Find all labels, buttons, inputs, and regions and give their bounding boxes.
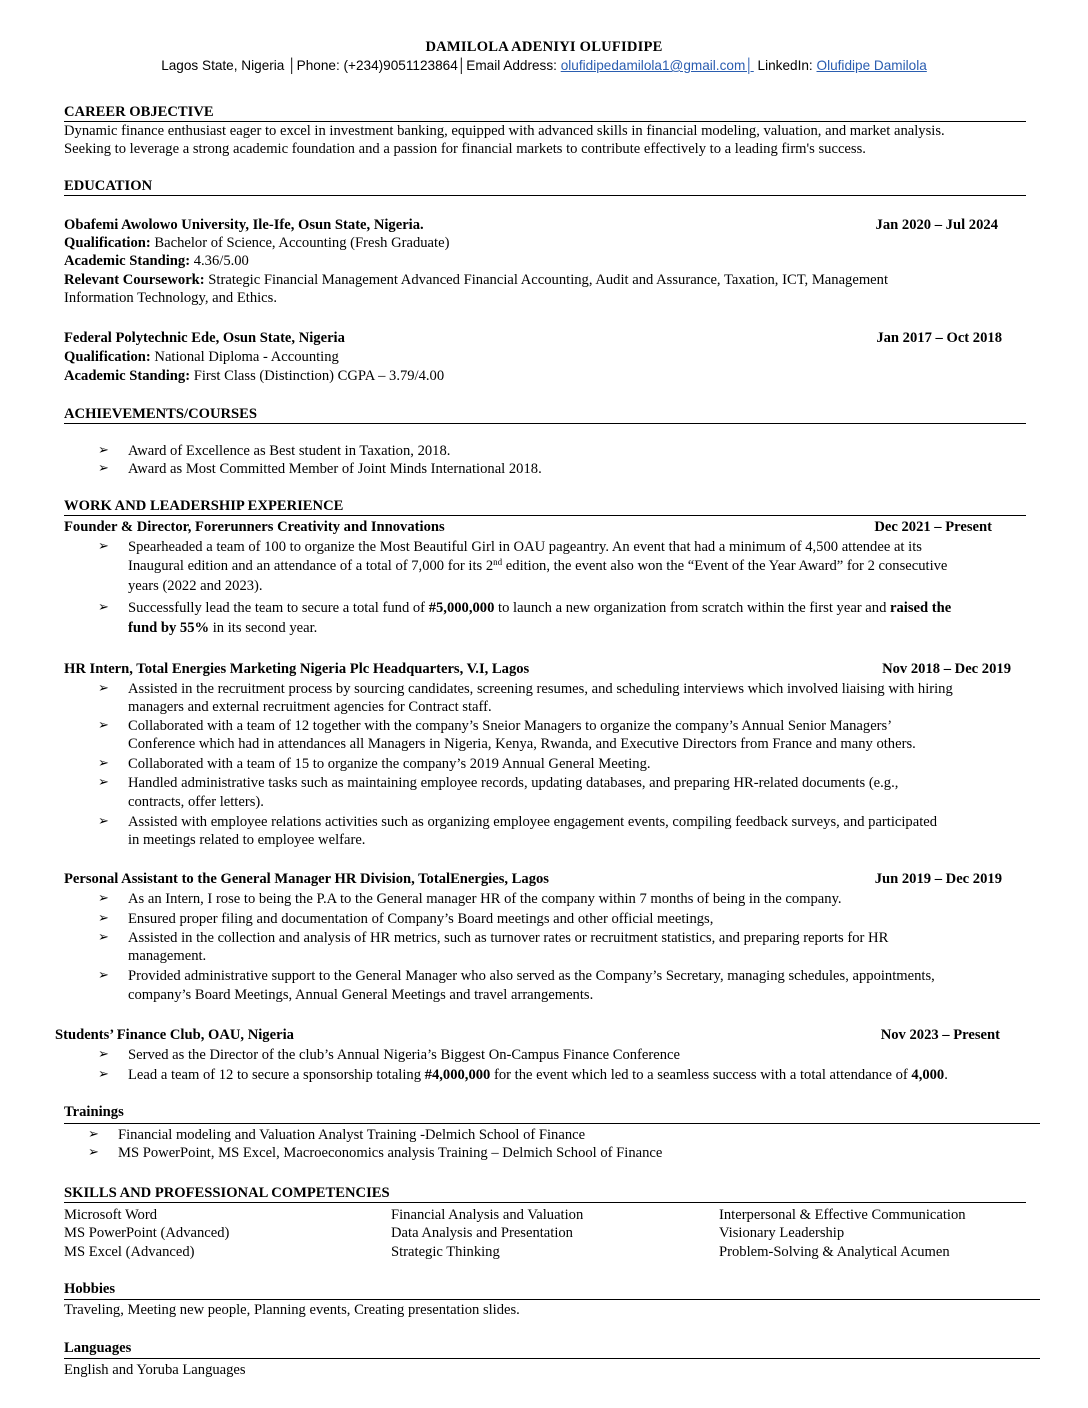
job-founder-date: Dec 2021 – Present	[874, 519, 992, 535]
skill-item: Problem-Solving & Analytical Acumen	[719, 1243, 950, 1260]
bullet-arrow-icon: ➢	[98, 539, 109, 554]
education-poly-date: Jan 2017 – Oct 2018	[876, 330, 1002, 346]
bullet-arrow-icon: ➢	[88, 1127, 99, 1142]
skill-item: Microsoft Word	[64, 1207, 157, 1223]
skills-column-1	[64, 1206, 394, 1261]
skills-column-2	[391, 1206, 721, 1261]
bullet-arrow-icon: ➢	[98, 1067, 109, 1082]
skills-heading: SKILLS AND PROFESSIONAL COMPETENCIES	[64, 1185, 1026, 1203]
achievements-heading: ACHIEVEMENTS/COURSES	[64, 406, 1026, 424]
resume-page: DAMILOLA ADENIYI OLUFIDIPE Lagos State, Nigeria │Phone: (+234)9051123864│Email Address: olufidipedamilola1@gmail.com│ LinkedIn: Olufidipe Damilola CAREER OBJECTIVE Dynamic finance enthusiast eager to excel in investment banking, equipped with advanced skills in financial modeling, valuation, and market analysis. Seeking to leverage a strong academic foundation and a passion for financial markets to contribute effectively to a leading firm's success. EDUCATION Obafemi Awolowo University, Ile-Ife, Osun State, Nigeria. Jan 2020 – Jul 2024 Qualification: Bachelor of Science, Accounting (Fresh Graduate) Academic Standing: 4.36/5.00 Relevant Coursework: Strategic Financial Management Advanced Financial Accounting, Audit and Assurance, Taxation, ICT, Management Information Technology, and Ethics. Federal Polytechnic Ede, Osun State, Nigeria Jan 2017 – Oct 2018 Qualification: National Diploma - Accounting Academic Standing: First Class (Distinction) CGPA – 3.79/4.00 ACHIEVEMENTS/COURSES ➢ Award of Excellence as Best student in Taxation, 2018. ➢ Award as Most Committed Member of Joint Minds International 2018. WORK AND LEADERSHIP EXPERIENCE Founder & Director, Forerunners Creativity and Innovations Dec 2021 – Present ➢ Spearheaded a team of 100 to organize the Most Beautiful Girl in OAU pageantry. An event that had a minimum of 4,500 attendee at its Inaugural edition and an attendance of a total of 7,000 for its 2nd edition, the event also won the “Event of the Year Award” for 2 consecutive years (2022 and 2023). ➢ Successfully lead the team to secure a total fund of #5,000,000 to launch a new organization from scratch within the first year and raised the fund by 55% in its second year. HR Intern, Total Energies Marketing Nigeria Plc Headquarters, V.I, Lagos Nov 2018 – Dec 2019 ➢ Assisted in the recruitment process by sourcing candidates, screening resumes, and scheduling interviews which involved liaising with hiring managers and external recruitment agencies for Contract staff. ➢ Collaborated with a team of 12 together with the company’s Sneior Managers to organize the company’s Annual Senior Managers’ Conference which had in attendances all Managers in Nigeria, Kenya, Rwanda, and Executive Directors from France and many others. ➢ Collaborated with a team of 15 to organize the company’s 2019 Annual General Meeting. ➢ Handled administrative tasks such as maintaining employee records, updating databases, and preparing HR-related documents (e.g., contracts, offer letters). ➢ Assisted with employee relations activities such as organizing employee engagement events, compiling feedback surveys, and participated in meetings related to employee welfare. Personal Assistant to the General Manager HR Division, TotalEnergies, Lagos Jun 2019 – Dec 2019 ➢ As an Intern, I rose to being the P.A to the General manager HR of the company within 7 months of being in the company. ➢ Ensured proper filing and documentation of Company’s Board meetings and other official meetings, ➢ Assisted in the collection and analysis of HR metrics, such as turnover rates or recruitment statistics, and preparing reports for HR management. ➢ Provided administrative support to the General Manager who also served as the Company’s Secretary, managing schedules, appointments, company’s Board Meetings, Annual General Meetings and travel arrangements. Students’ Finance Club, OAU, Nigeria Nov 2023 – Present ➢ Served as the Director of the club’s Annual Nigeria’s Biggest On-Campus Finance Conference ➢ Lead a team of 12 to secure a sponsorship totaling #4,000,000 for the event which led to a seamless success with a total attendance of 4,000. Trainings ➢ Financial modeling and Valuation Analyst Training -Delmich School of Finance ➢ MS PowerPoint, MS Excel, Macroeconomics analysis Training – Delmich School of Finance SKILLS AND PROFESSIONAL COMPETENCIES Microsoft Word MS PowerPoint (Advanced) MS Excel (Advanced) Financial Analysis and Valuation Data Analysis and Presentation Strategic Thinking Interpersonal & Effective Communication Visionary Leadership Problem-Solving & Analytical Acumen Hobbies Traveling, Meeting new people, Planning events, Creating presentation slides. Languages English and Yoruba Languages	[0, 0, 1088, 1408]
trainings-rule	[64, 1123, 1040, 1124]
work-experience-heading: WORK AND LEADERSHIP EXPERIENCE	[64, 498, 1026, 516]
career-objective-heading: CAREER OBJECTIVE	[64, 104, 1026, 122]
hobbies-heading: Hobbies	[64, 1281, 116, 1297]
bullet-arrow-icon: ➢	[98, 814, 109, 829]
bullet-arrow-icon: ➢	[98, 911, 109, 926]
skills-column-3	[719, 1206, 1049, 1261]
education-poly-school: Federal Polytechnic Ede, Osun State, Nigeria	[64, 330, 345, 346]
email-link[interactable]: olufidipedamilola1@gmail.com│	[560, 58, 754, 73]
job-pa-date: Jun 2019 – Dec 2019	[874, 871, 1002, 887]
hobbies-text: Traveling, Meeting new people, Planning events, Creating presentation slides.	[64, 1302, 520, 1318]
bullet-arrow-icon: ➢	[98, 461, 109, 476]
job-founder-title: Founder & Director, Forerunners Creativity and Innovations	[64, 519, 445, 535]
bullet-arrow-icon: ➢	[98, 443, 109, 458]
skill-item: Visionary Leadership	[719, 1225, 845, 1242]
languages-rule	[64, 1358, 1040, 1359]
trainings-heading: Trainings	[64, 1104, 124, 1120]
linkedin-label: LinkedIn:	[753, 58, 817, 73]
career-objective-line-1: Dynamic finance enthusiast eager to excel in investment banking, equipped with advanced skills in financial modeling, valuation, and market analysis.	[64, 123, 945, 139]
education-oau-school: Obafemi Awolowo University, Ile-Ife, Osun State, Nigeria.	[64, 217, 424, 233]
hobbies-rule	[64, 1299, 1040, 1300]
linkedin-link[interactable]: Olufidipe Damilola	[816, 58, 927, 73]
contact-details: Lagos State, Nigeria │Phone: (+234)9051123864│Email Address:	[161, 58, 561, 73]
bullet-arrow-icon: ➢	[98, 718, 109, 733]
job-finance-club-date: Nov 2023 – Present	[880, 1027, 1000, 1043]
education-oau-coursework: Relevant Coursework: Strategic Financial Management Advanced Financial Accounting, Audit and Assurance, Taxation, ICT, Management	[64, 272, 889, 288]
bullet-arrow-icon: ➢	[98, 775, 109, 790]
education-oau-row	[64, 216, 998, 234]
skill-item: MS Excel (Advanced)	[64, 1243, 195, 1260]
languages-text: English and Yoruba Languages	[64, 1362, 246, 1378]
job-hr-intern-date: Nov 2018 – Dec 2019	[882, 661, 1011, 677]
career-objective-line-2: Seeking to leverage a strong academic foundation and a passion for financial markets to contribute effectively to a leading firm's success.	[64, 141, 866, 157]
bullet-arrow-icon: ➢	[98, 968, 109, 983]
skill-item: Financial Analysis and Valuation	[391, 1207, 584, 1223]
bullet-arrow-icon: ➢	[98, 756, 109, 771]
education-oau-date: Jan 2020 – Jul 2024	[875, 217, 998, 233]
education-oau-qualification: Qualification: Bachelor of Science, Accounting (Fresh Graduate)	[64, 235, 450, 251]
skill-item: Data Analysis and Presentation	[391, 1225, 573, 1242]
education-oau-coursework-cont: Information Technology, and Ethics.	[64, 290, 277, 306]
contact-line	[0, 57, 1088, 75]
job-pa-title: Personal Assistant to the General Manager HR Division, TotalEnergies, Lagos	[64, 871, 549, 887]
job-finance-club-title: Students’ Finance Club, OAU, Nigeria	[55, 1027, 294, 1043]
skill-item: Strategic Thinking	[391, 1243, 500, 1260]
education-poly-standing: Academic Standing: First Class (Distinction) CGPA – 3.79/4.00	[64, 368, 445, 384]
bullet-arrow-icon: ➢	[98, 1047, 109, 1062]
bullet-arrow-icon: ➢	[88, 1145, 99, 1160]
candidate-name: DAMILOLA ADENIYI OLUFIDIPE	[425, 39, 663, 55]
bullet-arrow-icon: ➢	[98, 681, 109, 696]
skill-item: MS PowerPoint (Advanced)	[64, 1225, 230, 1242]
skill-item: Interpersonal & Effective Communication	[719, 1207, 966, 1223]
bullet-arrow-icon: ➢	[98, 891, 109, 906]
bullet-arrow-icon: ➢	[98, 930, 109, 945]
job-pa-row	[64, 870, 1002, 888]
job-founder-row	[64, 518, 992, 536]
job-hr-intern-row	[64, 660, 1011, 678]
job-hr-intern-title: HR Intern, Total Energies Marketing Nigeria Plc Headquarters, V.I, Lagos	[64, 661, 530, 677]
education-poly-row	[64, 329, 1002, 347]
education-heading: EDUCATION	[64, 178, 1026, 196]
languages-heading: Languages	[64, 1340, 132, 1356]
job-finance-club-row	[55, 1026, 1000, 1044]
bullet-arrow-icon: ➢	[98, 600, 109, 615]
education-oau-standing: Academic Standing: 4.36/5.00	[64, 253, 249, 269]
education-poly-qualification: Qualification: National Diploma - Accounting	[64, 349, 339, 365]
